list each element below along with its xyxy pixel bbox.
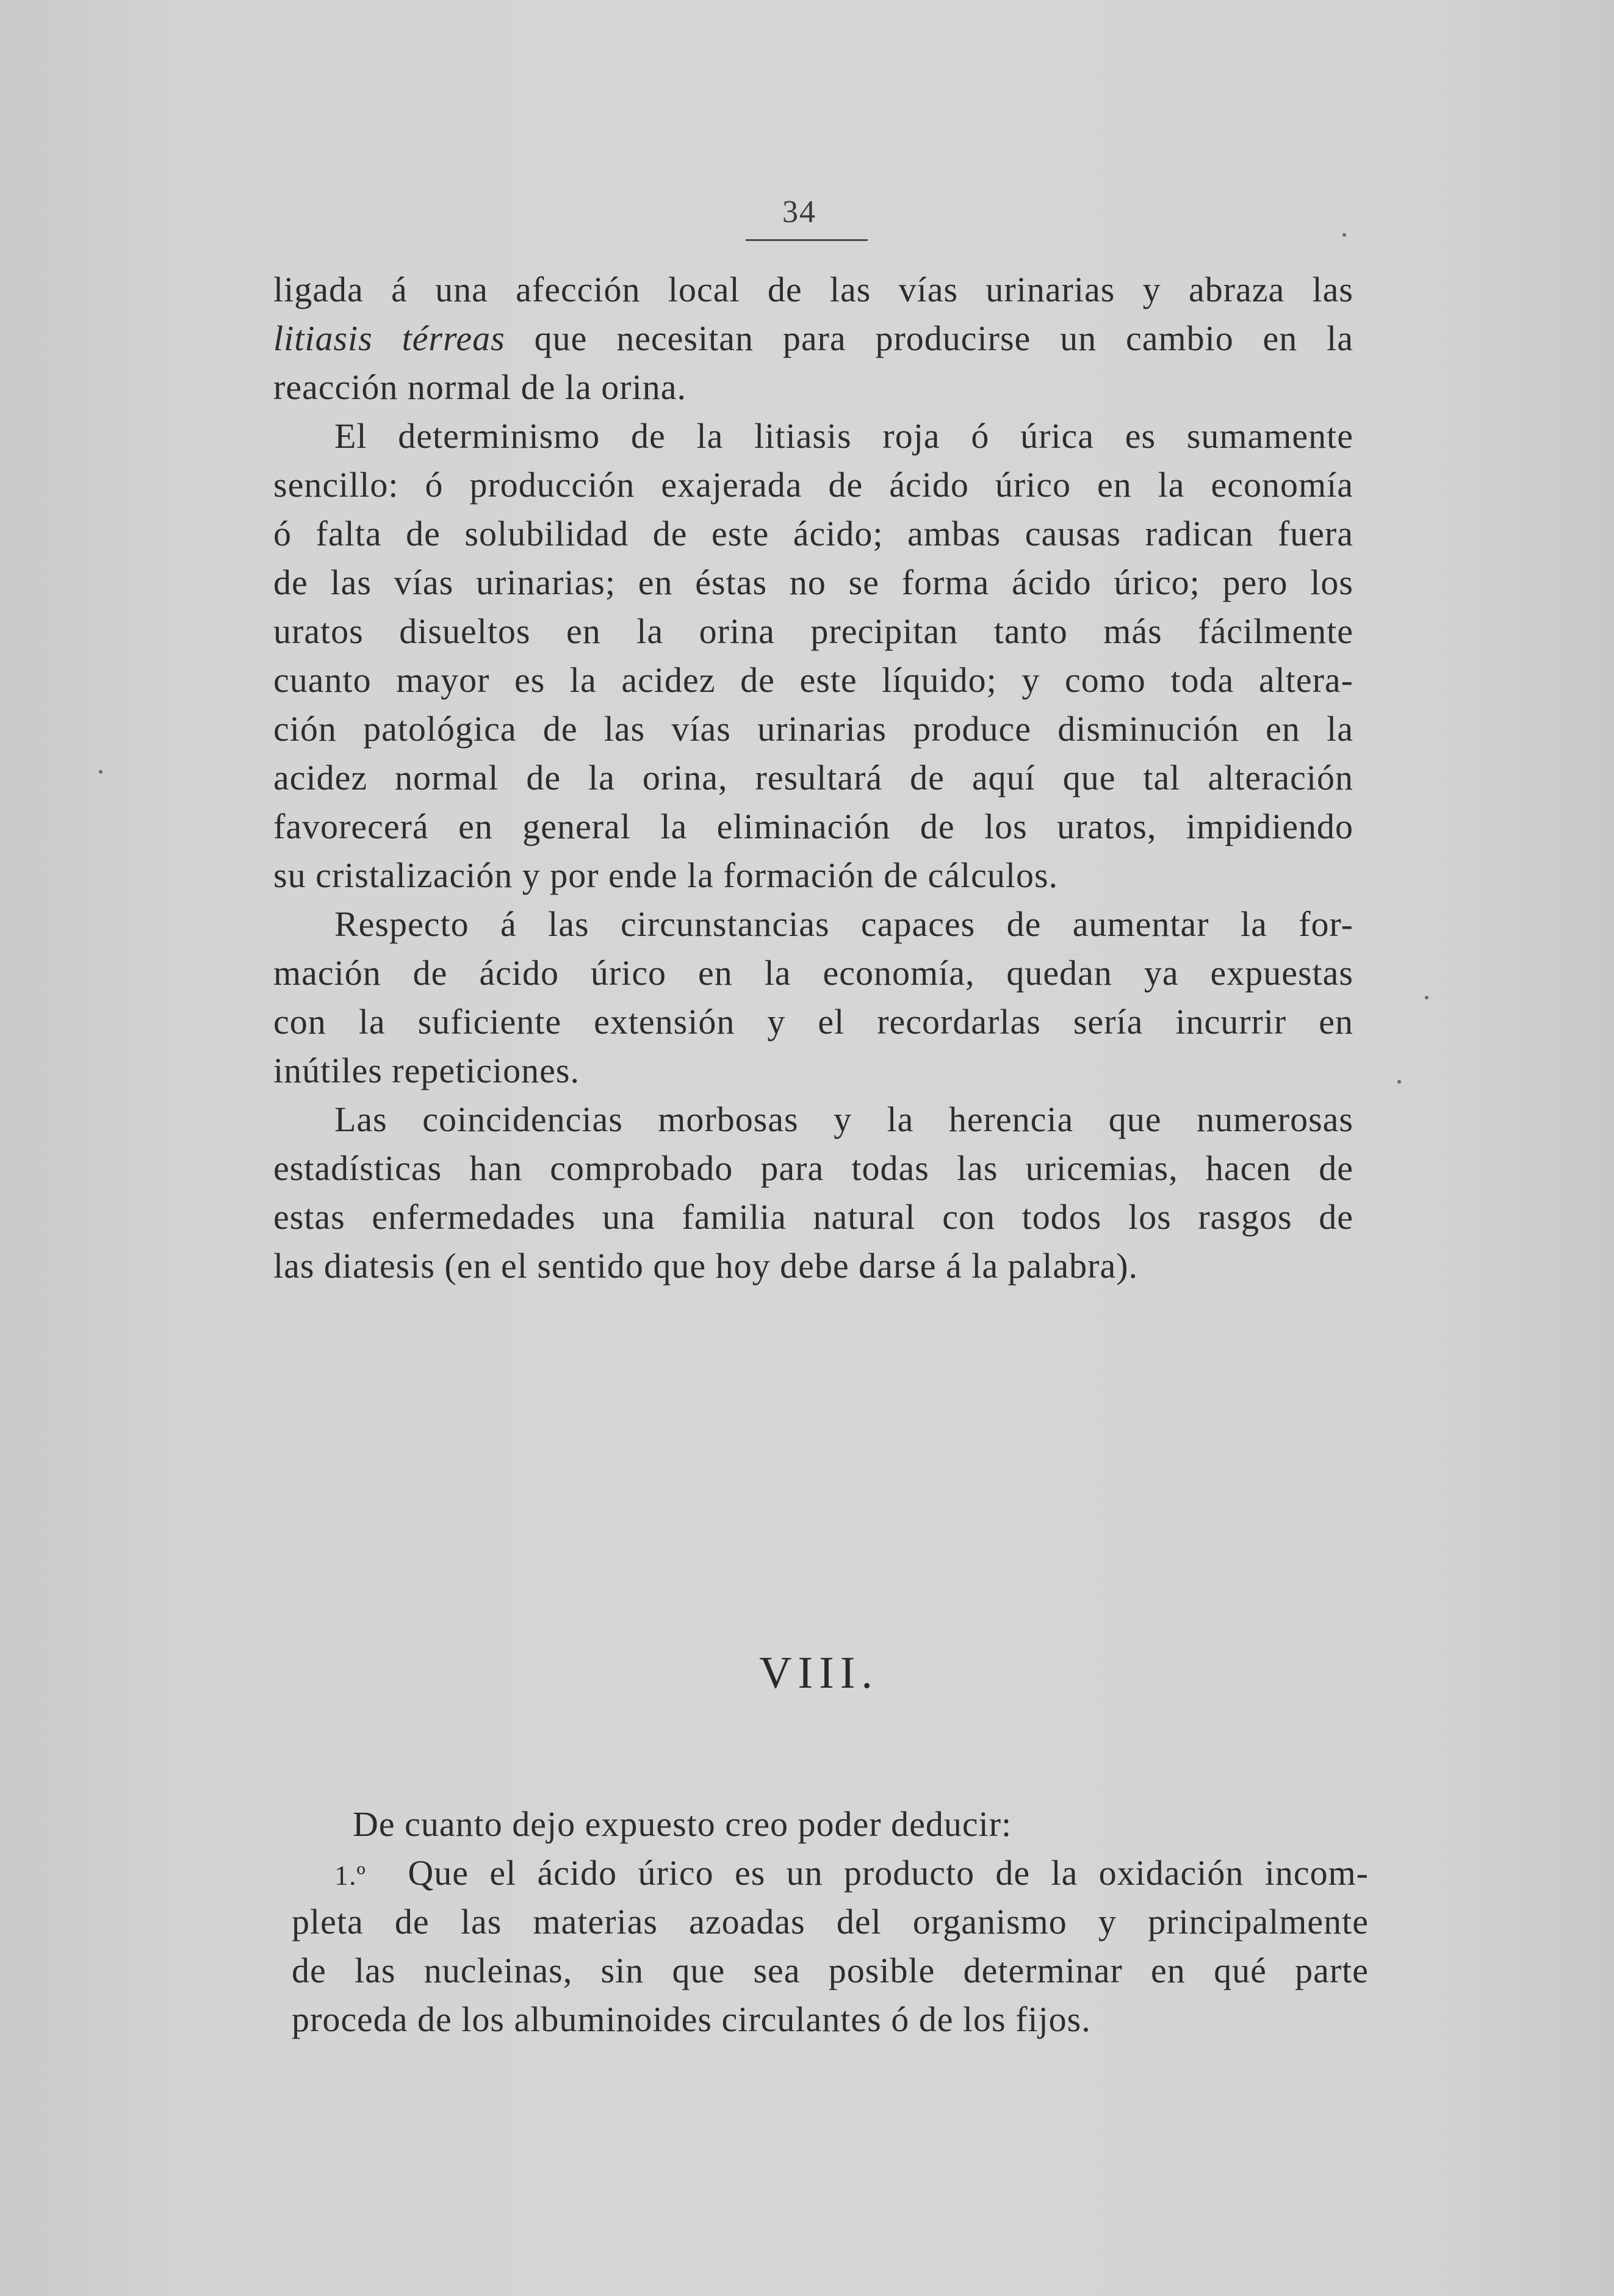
page-number-rule: [746, 239, 868, 241]
text-line: inútiles repeticiones.: [273, 1051, 580, 1090]
text-line: cuanto mayor es la acidez de este líquido; y como toda altera-: [273, 660, 1353, 700]
paragraph-start-line: Las coincidencias morbosas y la herencia que numerosas: [334, 1099, 1353, 1139]
paragraph-start-line: El determinismo de la litiasis roja ó úrica es sumamente: [334, 416, 1353, 456]
page-number: 34: [782, 195, 816, 229]
paper-speck: [99, 770, 103, 774]
text-line-rest: que necesitan para producirse un cambio en la: [534, 318, 1353, 358]
item-text: Que el ácido úrico es un producto de la oxidación incom-: [408, 1853, 1369, 1893]
text-line: su cristalización y por ende la formación de cálculos.: [273, 855, 1059, 895]
text-line: con la suficiente extensión y el recordarlas sería incurrir en: [273, 1002, 1353, 1042]
section-heading: VIII.: [759, 1648, 879, 1698]
text-line: ó falta de solubilidad de este ácido; ambas causas radican fuera: [273, 514, 1353, 553]
text-line: uratos disueltos en la orina precipitan tanto más fácilmente: [273, 611, 1353, 651]
conclusions-intro: De cuanto dejo expuesto creo poder deducir:: [353, 1804, 1012, 1844]
text-line: ción patológica de las vías urinarias produce disminución en la: [273, 709, 1353, 749]
conclusions-section: [292, 1800, 1369, 2044]
text-line: de las nucleinas, sin que sea posible determinar en qué parte: [292, 1951, 1369, 1990]
text-line: [273, 314, 1353, 363]
paper-speck: [1425, 996, 1428, 999]
text-line: pleta de las materias azoadas del organismo y principalmente: [292, 1902, 1369, 1942]
paper-speck: [1342, 233, 1346, 237]
text-line: favorecerá en general la eliminación de los uratos, impidiendo: [273, 807, 1353, 846]
numbered-item-line: [292, 1849, 1369, 1898]
text-line: sencillo: ó producción exajerada de ácido úrico en la economía: [273, 465, 1353, 505]
paper-speck: [1397, 1080, 1401, 1084]
text-line: acidez normal de la orina, resultará de aquí que tal alteración: [273, 758, 1353, 797]
text-line: de las vías urinarias; en éstas no se forma ácido úrico; pero los: [273, 563, 1353, 602]
body-text-section: [273, 265, 1353, 1290]
text-line: ligada á una afección local de las vías urinarias y abraza las: [273, 270, 1353, 309]
text-line: mación de ácido úrico en la economía, quedan ya expuestas: [273, 953, 1353, 993]
text-line: proceda de los albuminoides circulantes ó de los fijos.: [292, 1999, 1091, 2039]
text-line: estadísticas han comprobado para todas las uricemias, hacen de: [273, 1148, 1353, 1188]
paragraph-start-line: Respecto á las circunstancias capaces de aumentar la for-: [334, 904, 1353, 944]
text-line: reacción normal de la orina.: [273, 367, 686, 407]
text-line: las diatesis (en el sentido que hoy debe darse á la palabra).: [273, 1246, 1139, 1286]
item-number: 1.º: [334, 1860, 366, 1891]
text-line: estas enfermedades una familia natural con todos los rasgos de: [273, 1197, 1353, 1237]
italic-term: litiasis térreas: [273, 318, 505, 358]
